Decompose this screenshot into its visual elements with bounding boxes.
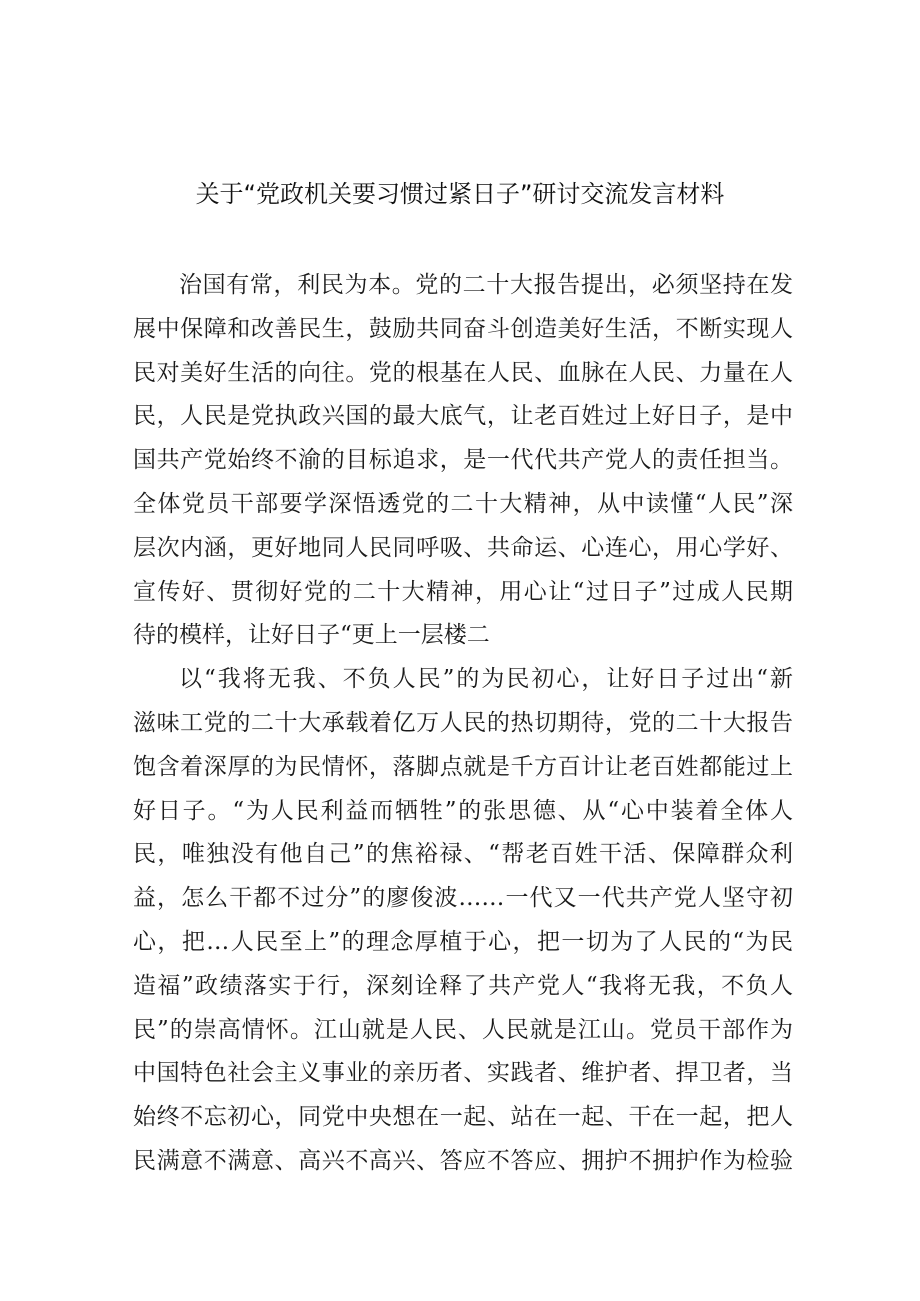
paragraph-line: 展中保障和改善民生，鼓励共同奋斗创造美好生活，不断实现人 (133, 315, 793, 342)
paragraph-line: 层次内涵，更好地同人民同呼吸、共命运、心连心，用心学好、 (133, 534, 793, 561)
paragraph-line: 造福”政绩落实于行，深刻诠释了共产党人“我将无我，不负人 (133, 972, 793, 999)
paragraph-line: 滋味工党的二十大承载着亿万人民的热切期待，党的二十大报告 (133, 709, 793, 736)
paragraph-line: 心，把…人民至上”的理念厚植于心，把一切为了人民的“为民 (133, 928, 793, 955)
paragraph-line: 益，怎么干都不过分”的廖俊波……一代又一代共产党人坚守初 (133, 885, 793, 912)
paragraph-line: 民满意不满意、高兴不高兴、答应不答应、拥护不拥护作为检验 (133, 1147, 793, 1174)
paragraph-1 (133, 264, 793, 658)
paragraph-line: 以“我将无我、不负人民”的为民初心，让好日子过出“新 (179, 666, 793, 693)
paragraph-line: 宣传好、贯彻好党的二十大精神，用心让“过日子”过成人民期 (133, 578, 793, 605)
paragraph-line: 民对美好生活的向往。党的根基在人民、血脉在人民、力量在人 (133, 359, 793, 386)
paragraph-2 (133, 658, 793, 1184)
paragraph-line: 饱含着深厚的为民情怀，落脚点就是千方百计让老百姓都能过上 (133, 753, 793, 780)
paragraph-line: 好日子。“为人民利益而牺牲”的张思德、从“心中装着全体人 (133, 797, 793, 824)
document-title: 关于“党政机关要习惯过紧日子”研讨交流发言材料 (195, 180, 725, 208)
paragraph-line: 民，人民是党执政兴国的最大底气，让老百姓过上好日子，是中 (133, 403, 793, 430)
paragraph-line: 民”的崇高情怀。江山就是人民、人民就是江山。党员干部作为 (133, 1016, 793, 1043)
paragraph-line: 国共产党始终不渝的目标追求，是一代代共产党人的责任担当。 (133, 447, 793, 474)
paragraph-line: 全体党员干部要学深悟透党的二十大精神，从中读懂“人民”深 (133, 490, 793, 517)
paragraph-line: 待的模样，让好日子“更上一层楼二 (133, 622, 490, 649)
paragraph-line: 民，唯独没有他自己”的焦裕禄、“帮老百姓干活、保障群众利 (133, 841, 793, 868)
paragraph-line: 治国有常，利民为本。党的二十大报告提出，必须坚持在发 (179, 272, 793, 298)
document-body (133, 264, 793, 1184)
paragraph-line: 中国特色社会主义事业的亲历者、实践者、维护者、捍卫者，当 (133, 1060, 793, 1087)
paragraph-line: 始终不忘初心，同党中央想在一起、站在一起、干在一起，把人 (133, 1104, 793, 1131)
